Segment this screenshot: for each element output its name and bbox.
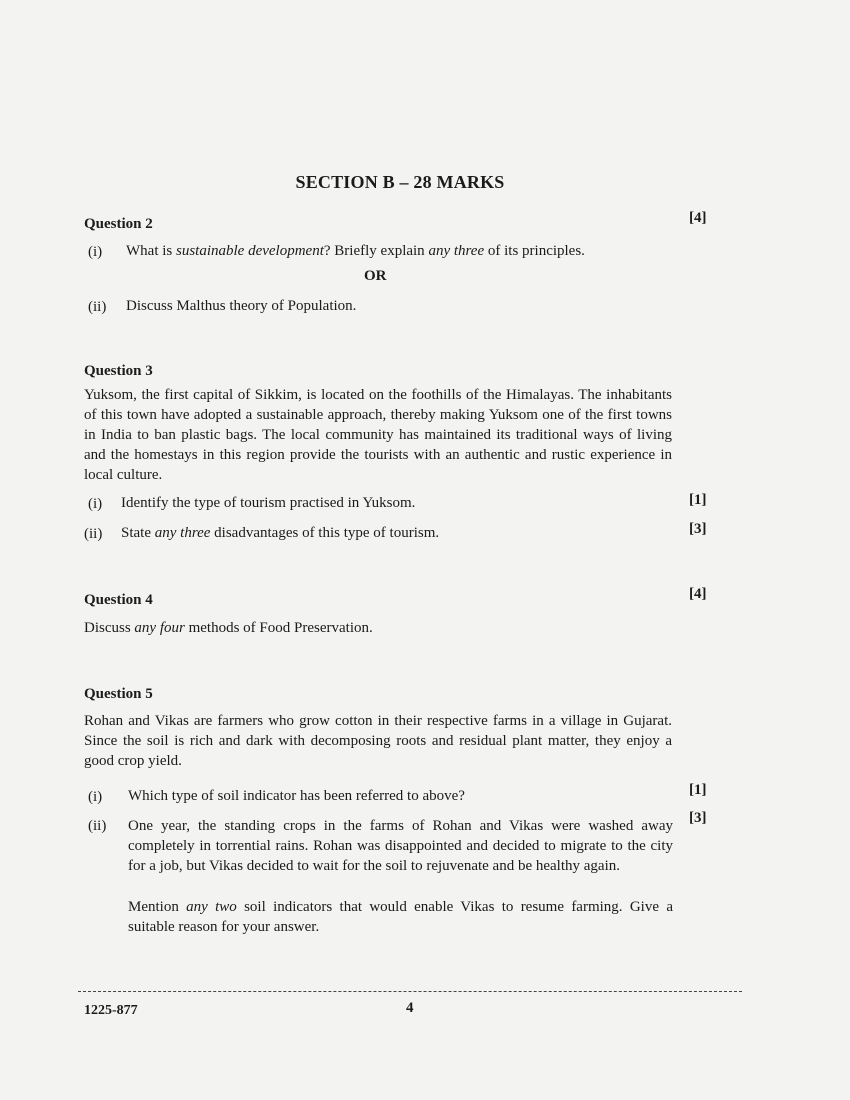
question-5-heading: Question 5	[84, 686, 153, 702]
question-5-part-ii-text: One year, the standing crops in the farms of Rohan and Vikas were washed away completely in torrential rains. Rohan was disappointed and decided to migrate to the city for a job, but Vikas decided to wait for the soil to rejuvenate and be healthy again.	[128, 818, 673, 874]
question-3-passage: Yuksom, the first capital of Sikkim, is located on the foothills of the Himalayas. The inhabitants of this town have adopted a sustainable approach, thereby making Yuksom one of the first towns in India to ban plastic bags. The local community has maintained its traditional ways of living and the homestays in this region provide the tourists with an authentic and rustic experience in local culture.	[84, 387, 672, 483]
question-5-part-i-number: (i)	[88, 789, 103, 805]
question-4-heading: Question 4	[84, 592, 153, 608]
or-label: OR	[364, 268, 387, 284]
question-5-part-ii-marks: [3]	[689, 810, 707, 826]
question-2-part-ii-number: (ii)	[88, 299, 107, 315]
question-5-part-i-marks: [1]	[689, 782, 707, 798]
paper-code: 1225-877	[84, 1003, 138, 1018]
question-3-part-i-text: Identify the type of tourism practised in Yuksom.	[121, 495, 416, 511]
question-5-passage: Rohan and Vikas are farmers who grow cotton in their respective farms in a village in Gujarat. Since the soil is rich and dark with decomposing roots and residual plant matter, they enjoy a good crop yield.	[84, 713, 672, 769]
question-2-heading: Question 2	[84, 216, 153, 232]
section-title: SECTION B – 28 MARKS	[295, 172, 505, 192]
question-2-marks: [4]	[689, 210, 707, 226]
question-2-part-ii-text: Discuss Malthus theory of Population.	[126, 298, 357, 314]
question-3-part-ii-marks: [3]	[689, 521, 707, 537]
question-5-part-ii-instruction: Mention any two soil indicators that would enable Vikas to resume farming. Give a suitable reason for your answer.	[128, 899, 673, 935]
question-5-part-i-text: Which type of soil indicator has been referred to above?	[128, 788, 465, 804]
question-3-part-ii-text: State any three disadvantages of this type of tourism.	[121, 525, 440, 541]
question-2-part-i-text: What is sustainable development? Briefly explain any three of its principles.	[126, 243, 585, 259]
question-4-text: Discuss any four methods of Food Preservation.	[84, 620, 373, 636]
page-number: 4	[406, 1000, 414, 1016]
question-5-part-ii-number: (ii)	[88, 818, 107, 834]
question-3-heading: Question 3	[84, 363, 153, 379]
question-3-part-ii-number: (ii)	[84, 526, 103, 542]
question-4-marks: [4]	[689, 586, 707, 602]
question-2-part-i-number: (i)	[88, 244, 103, 260]
question-3-part-i-marks: [1]	[689, 492, 707, 508]
question-3-part-i-number: (i)	[88, 496, 103, 512]
footer-divider	[78, 991, 742, 992]
